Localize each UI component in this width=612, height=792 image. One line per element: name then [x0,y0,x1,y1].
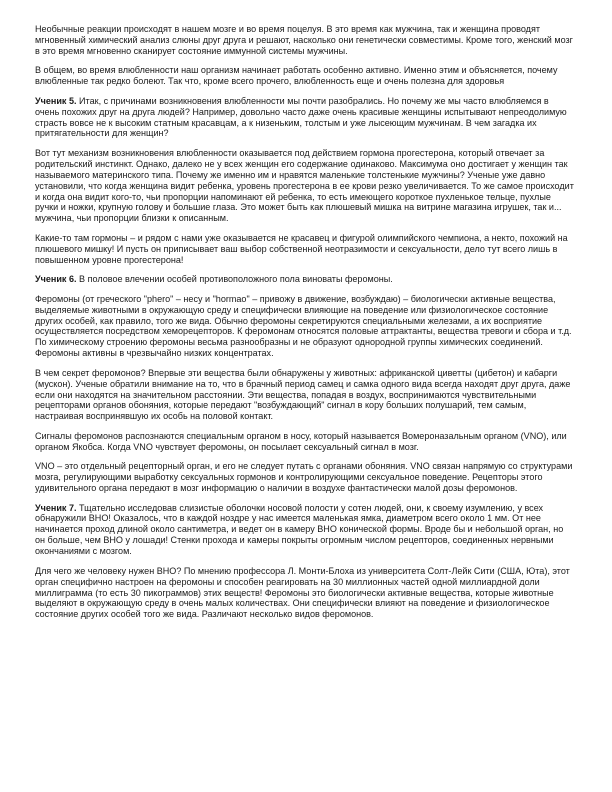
document-page [35,24,575,629]
paragraph-3 [35,96,575,140]
paragraph-5 [35,233,575,266]
paragraph-2 [35,65,575,87]
paragraph-text: В половое влечении особей противоположного пола виноваты феромоны. [76,274,393,285]
paragraph-10 [35,461,575,494]
paragraph-11 [35,503,575,558]
paragraph-text: Феромоны (от греческого "phero" – несу и "hormao" – привожу в движение, возбуждаю) – биологически активные вещества, выделяемые животными в окружающую среду и специфически влияющие на поведение или физиологическое состояние других особей, как правило, того же вида. Обычно феромоны секретируются специальными железами, а их восприятие осуществляется посредством хеморецепторов. К феромонам относятся половые аттрактанты, вещества тревоги и сбора и т.д. По химическому строению феромоны весьма разнообразны и не образуют однородной группы химических соединений. Феромоны активны в чрезвычайно низких концентратах. [35,293,572,359]
paragraph-12 [35,566,575,621]
student-6-heading: Ученик 6. [35,274,77,285]
paragraph-1 [35,24,575,57]
paragraph-text: Тщательно исследовав слизистые оболочки носовой полости у сотен людей, они, к своему изумлению, у всех обнаружили ВНО! Оказалось, что в каждой ноздре у нас имеется маленькая ямка, диаметром всего около 1 мм. От нее начинается проход длиной около сантиметра, и ведет он в камеру ВНО конической формы. Вроде бы и небольшой орган, но он больше, чем ВНО у лошади! Стенки прохода и камеры покрыты огромным числом рецепторов, соединенных нервными окончаниями с мозгом. [35,502,564,557]
paragraph-text: VNO – это отдельный рецепторный орган, и его не следует путать с органами обоняния. VNO связан напрямую со структурами мозга, регулирующими выработку сексуальных гормонов и контролирующими сексуальное поведение. Рецепторы этого удивительного органа передают в мозг информацию о наличии в воздухе фантастически малой дозы феромонов. [35,461,573,494]
paragraph-6 [35,274,575,285]
paragraph-7 [35,294,575,359]
student-5-heading: Ученик 5. [35,95,77,106]
paragraph-text: Итак, с причинами возникновения влюбленности мы почти разобрались. Но почему же мы часто влюбляемся в очень похожих друг на друга людей? Например, довольно часто даже очень красивые женщины испытывают непреодолимую страсть вовсе не к высоким статным красавцам, а к низеньким, толстым и уже лысеющим мужчинам. В чем загадка их притягательности для женщин? [35,95,567,139]
paragraph-text: В чем секрет феромонов? Впервые эти вещества были обнаружены у животных: африканской циветты (цибетон) и кабарги (мускон). Ученые обратили внимание на то, что в брачный период самец и самка одного вида всегда находят друг друга, даже если они находятся на значительном расстоянии. Эти вещества, попадая в воздух, воспринимаются чувствительными рецепторами органов обоняния, которые передают "возбуждающий" сигнал в кору больших полушарий, тем самым, настраивая воспринявшую их особь на половой контакт. [35,367,571,422]
paragraph-8 [35,368,575,423]
paragraph-text: Для чего же человеку нужен ВНО? По мнению профессора Л. Монти-Блоха из университета Солт-Лейк Сити (США, Юта), этот орган специфично настроен на феромоны и способен реагировать на 30 миллионных частей одной миллиардной доли миллиграмма (то есть 30 пикограммов) этих веществ! Феромоны это биологически активные вещества, которые животные выделяют в окружающую среду в очень малых количествах. Они специфически влияют на поведение и физиологическое состояние других особей того же вида. Различают несколько видов феромонов. [35,565,570,620]
paragraph-text: В общем, во время влюбленности наш организм начинает работать особенно активно. Именно этим и объясняется, почему влюбленные так редко болеют. Так что, кроме всего прочего, влюбленность еще и очень полезна для здоровья [35,65,558,87]
paragraph-text: Необычные реакции происходят в нашем мозге и во время поцелуя. В это время как мужчина, так и женщина проводят мгновенный химический анализ слюны друг друга и решают, насколько они генетически совместимы. Кроме того, женский мозг в это время мгновенно сканирует состояние иммунной системы мужчины. [35,24,573,56]
student-7-heading: Ученик 7. [35,502,77,513]
paragraph-text: Какие-то там гормоны – и рядом с нами уже оказывается не красавец и фигурой олимпийского чемпиона, а некто, похожий на плюшевого мишку! И пусть он приписывает ваш выбор собственной неотразимости и сексуальности, дело тут всего лишь в повышенном уровне прогестерона! [35,232,568,265]
paragraph-text: Вот тут механизм возникновения влюбленности оказывается под действием гормона прогестерона, который отвечает за родительский инстинкт. Однако, далеко не у всех женщин его содержание одинаково. Максимума оно достигает у женщин так называемого материнского типа. Почему же именно им и нравятся маленькие толстенькие мужчины? Ученые уже давно установили, что когда женщина видит ребенка, уровень прогестерона в ее крови резко увеличивается. То же самое происходит и когда она видит кого-то, чьи пропорции напоминают ей ребенка, то есть имеющего короткое пухленькое тельце, пухлые ручки и ножки, крупную голову и большие глаза. Это может быть как плюшевый мишка на витрине магазина игрушек, так и... мужчина, чьи пропорции близки к описанным. [35,147,574,224]
paragraph-text: Сигналы феромонов распознаются специальным органом в носу, который называется Вомероназальным органом (VNO), или органом Якобса. Когда VNO чувствует феромоны, он посылает сексуальный сигнал в мозг. [35,430,567,452]
paragraph-9 [35,431,575,453]
paragraph-4 [35,148,575,224]
